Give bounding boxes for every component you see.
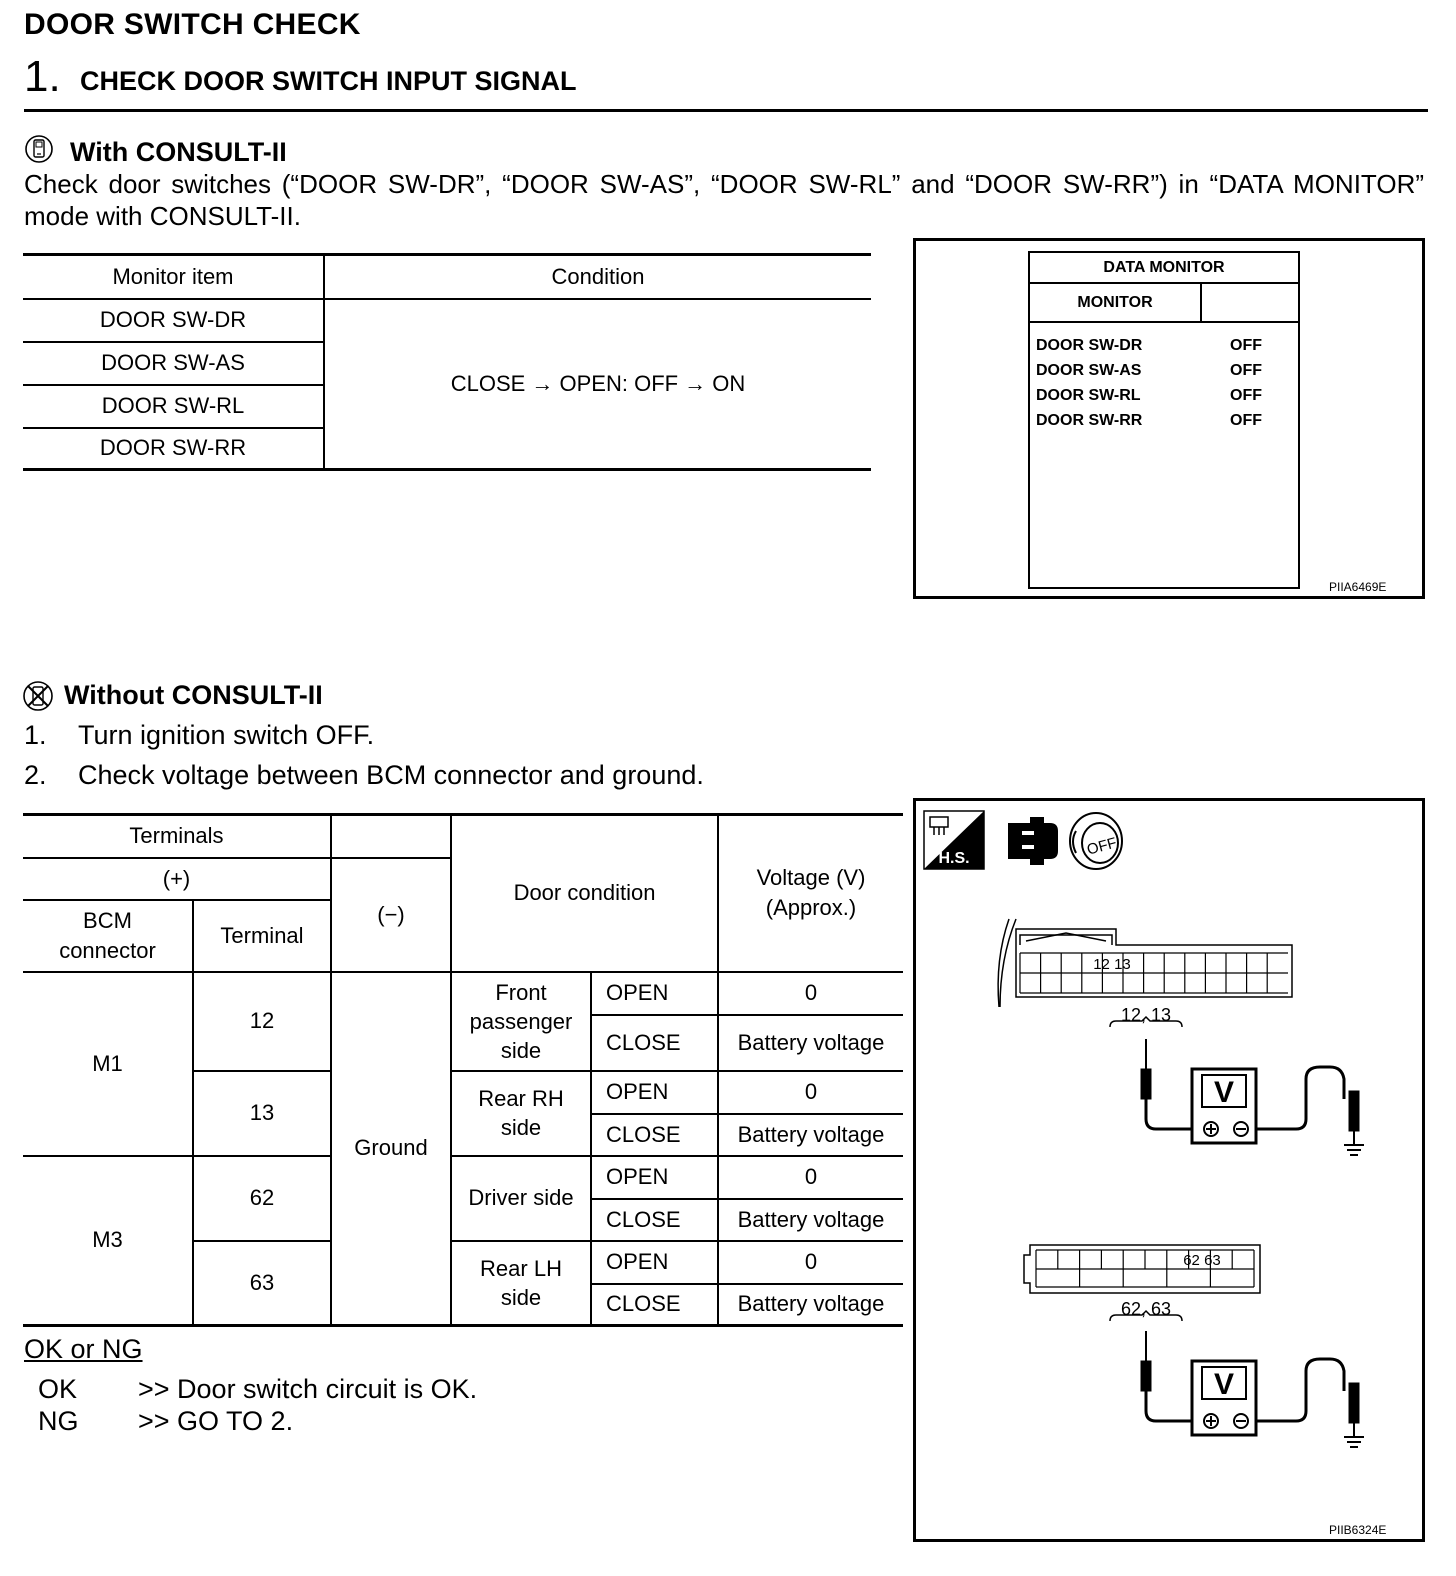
instruction-step-text: Turn ignition switch OFF.	[78, 720, 375, 750]
monitor-table	[23, 253, 871, 471]
instruction-step-number: 2.	[24, 760, 47, 790]
open-cell: OPEN	[591, 1156, 718, 1199]
door-side-text: Front passenger side	[469, 979, 573, 1063]
meter-circuit-2	[1141, 1331, 1364, 1447]
open-cell: OPEN	[591, 1071, 718, 1114]
terminal-cell: 63	[193, 1241, 331, 1326]
instruction-step-text: Check voltage between BCM connector and ground.	[78, 760, 704, 790]
door-side-text: Rear RH side	[478, 1086, 564, 1140]
voltage-open-cell: 0	[804, 1079, 818, 1104]
step-number: 1.	[24, 52, 61, 101]
result-ng-key: NG	[38, 1406, 79, 1436]
consult-instruction: Check door switches (“DOOR SW-DR”, “DOOR SW-AS”, “DOOR SW-RL” and “DOOR SW-RR”) in “DATA MONITOR” mode with CONSULT-II.	[24, 169, 1424, 231]
no-consult-icon	[22, 680, 54, 712]
header-terminals-cont	[331, 815, 451, 858]
monitor-item: DOOR SW-RL	[23, 385, 324, 428]
header-voltage	[718, 815, 903, 972]
monitor-row-value: OFF	[1230, 412, 1262, 429]
instruction-step-number: 1.	[24, 720, 47, 750]
connector-1-pins: 12 13	[1093, 956, 1131, 973]
screen-title: DATA MONITOR	[1030, 253, 1298, 284]
result-ng-text: >> GO TO 2.	[138, 1406, 294, 1436]
header-terminals: Terminals	[23, 815, 331, 858]
header-rule	[24, 109, 1428, 112]
monitor-row	[1036, 383, 1286, 408]
monitor-row-item: DOOR SW-DR	[1036, 337, 1143, 354]
open-cell: OPEN	[591, 972, 718, 1015]
terminal-cell: 62	[193, 1156, 331, 1241]
monitor-item: DOOR SW-RR	[23, 428, 324, 470]
monitor-row	[1036, 333, 1286, 358]
door-side-cell	[451, 1071, 591, 1156]
header-bcm-connector-text: BCM connector	[59, 907, 156, 963]
voltage-close-cell: Battery voltage	[737, 1029, 885, 1055]
data-monitor-figure	[913, 238, 1425, 599]
voltage-check-diagram	[916, 801, 1422, 1539]
door-side-cell	[451, 1241, 591, 1326]
header-plus: (+)	[23, 858, 331, 900]
result-ok-text: >> Door switch circuit is OK.	[138, 1374, 478, 1404]
figure-code: PIIB6324E	[1329, 1523, 1387, 1537]
with-consult-heading: With CONSULT-II	[70, 137, 287, 167]
monitor-item: DOOR SW-DR	[23, 299, 324, 342]
door-side-cell	[451, 972, 591, 1071]
monitor-screen	[1028, 251, 1300, 589]
meter-circuit-1	[1141, 1039, 1364, 1155]
without-consult-heading: Without CONSULT-II	[64, 680, 323, 710]
voltage-open-cell: 0	[804, 1164, 818, 1189]
voltage-close-cell: Battery voltage	[737, 1206, 885, 1232]
voltage-check-figure	[913, 798, 1425, 1542]
header-door-condition: Door condition	[451, 815, 718, 972]
voltage-close-cell: Battery voltage	[737, 1291, 885, 1317]
connector-2-pins: 62 63	[1183, 1252, 1221, 1269]
condition-cell: CLOSE → OPEN: OFF → ON	[450, 370, 746, 396]
connector-cell: M3	[23, 1156, 193, 1326]
monitor-blank-cell	[1202, 284, 1300, 323]
voltage-table	[23, 813, 903, 1327]
monitor-row-value: OFF	[1230, 337, 1262, 354]
page-title: DOOR SWITCH CHECK	[24, 8, 361, 41]
col-header-monitor-item: Monitor item	[23, 255, 324, 299]
meter-1-label: V	[1213, 1076, 1235, 1109]
header-voltage-label: Voltage (V)	[756, 865, 866, 891]
monitor-item: DOOR SW-AS	[23, 342, 324, 385]
monitor-row-value: OFF	[1230, 387, 1262, 404]
door-side-cell: Driver side	[451, 1156, 591, 1241]
monitor-row	[1036, 408, 1286, 433]
off-label: OFF	[1085, 834, 1119, 859]
result-ok-key: OK	[38, 1374, 78, 1404]
close-cell: CLOSE	[591, 1114, 718, 1156]
monitor-label: MONITOR	[1030, 284, 1202, 323]
col-header-condition: Condition	[551, 263, 645, 289]
monitor-row	[1036, 358, 1286, 383]
step-title: CHECK DOOR SWITCH INPUT SIGNAL	[80, 66, 577, 96]
connector-cell: M1	[23, 972, 193, 1156]
header-minus: (−)	[331, 858, 451, 972]
connector-1-label: 12, 13	[1120, 1005, 1172, 1025]
header-bcm-connector	[23, 900, 193, 972]
figure-code: PIIA6469E	[1329, 580, 1387, 594]
voltage-open-cell: 0	[804, 980, 818, 1005]
close-cell: CLOSE	[591, 1199, 718, 1241]
voltage-open-cell: 0	[804, 1249, 818, 1274]
monitor-row-value: OFF	[1230, 362, 1262, 379]
header-voltage-approx: (Approx.)	[765, 895, 857, 921]
monitor-row-item: DOOR SW-RL	[1036, 387, 1141, 404]
door-side-text: Rear LH side	[480, 1255, 562, 1310]
open-cell: OPEN	[591, 1241, 718, 1284]
consult-tool-icon	[24, 134, 54, 164]
connector-icon	[1008, 817, 1058, 865]
close-cell: CLOSE	[591, 1015, 718, 1071]
monitor-row-item: DOOR SW-RR	[1036, 412, 1143, 429]
ground-cell: Ground	[331, 972, 451, 1326]
hs-label: H.S.	[938, 850, 970, 867]
terminal-cell: 12	[193, 972, 331, 1071]
connector-1	[998, 919, 1292, 1007]
terminal-cell: 13	[193, 1071, 331, 1156]
monitor-rows	[1036, 333, 1286, 433]
result-label: OK or NG	[24, 1334, 143, 1364]
close-cell: CLOSE	[591, 1284, 718, 1326]
monitor-row-item: DOOR SW-AS	[1036, 362, 1142, 379]
meter-2-label: V	[1213, 1368, 1235, 1401]
connector-2-label: 62, 63	[1120, 1299, 1172, 1319]
header-terminal: Terminal	[193, 900, 331, 972]
voltage-close-cell: Battery voltage	[737, 1121, 885, 1147]
